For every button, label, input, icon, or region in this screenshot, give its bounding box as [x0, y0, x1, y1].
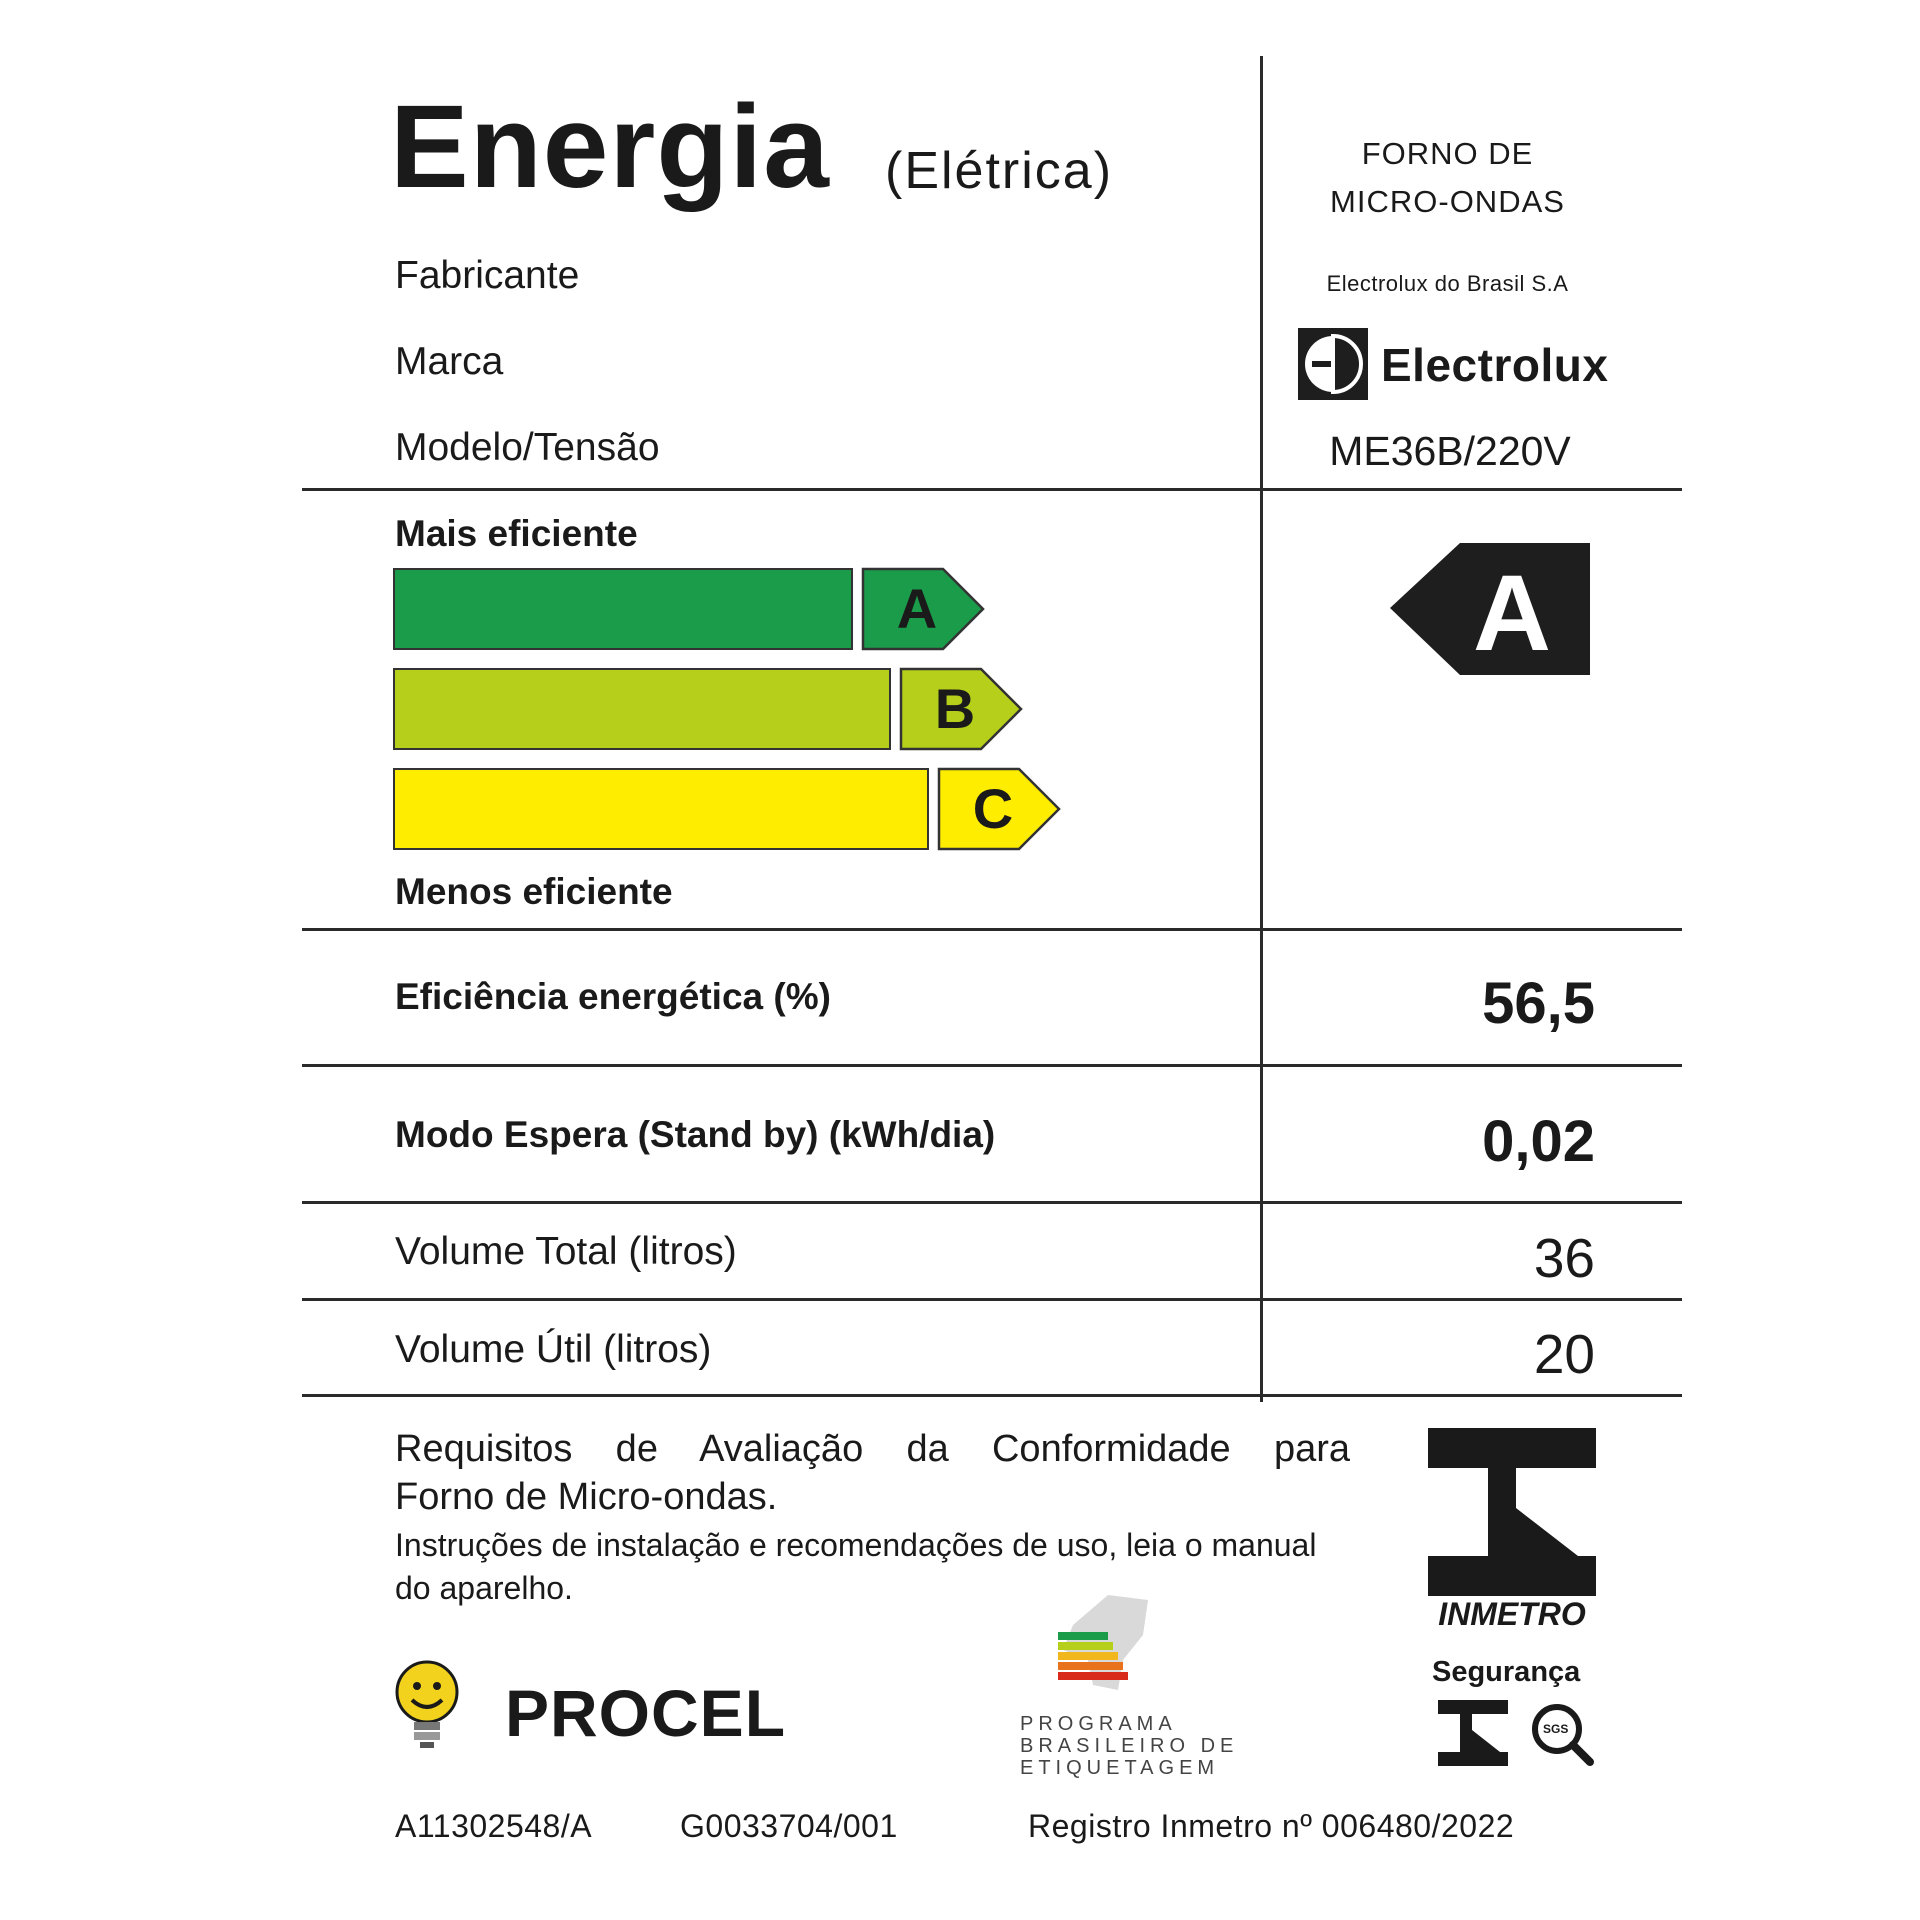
footer-code2: G0033704/001	[680, 1808, 898, 1844]
volume-util-label: Volume Útil (litros)	[395, 1328, 712, 1371]
scale-arrow-a	[861, 567, 991, 653]
scale-arrow-b	[899, 667, 1029, 753]
inmetro-logo	[1428, 1428, 1600, 1638]
standby-value: 0,02	[1482, 1109, 1595, 1174]
standby-label: Modo Espera (Stand by) (kWh/dia)	[395, 1114, 996, 1155]
sgs-logo	[1530, 1702, 1590, 1764]
divider-volume-total	[302, 1298, 1682, 1301]
procel-label: PROCEL	[505, 1676, 787, 1750]
divider-scale	[302, 928, 1682, 931]
product-type-line2: MICRO-ONDAS	[1330, 184, 1565, 219]
pbe-line1: PROGRAMA	[1020, 1713, 1177, 1735]
efficiency-value: 56,5	[1482, 971, 1595, 1036]
scale-bar-a	[393, 568, 853, 650]
scale-bottom-label: Menos eficiente	[395, 871, 673, 912]
seguranca-label: Segurança	[1432, 1656, 1581, 1688]
footer-registry: Registro Inmetro nº 006480/2022	[1028, 1808, 1515, 1844]
manufacturer-label: Fabricante	[395, 254, 580, 297]
procel-bulb-icon	[392, 1658, 462, 1750]
scale-top-label: Mais eficiente	[395, 513, 638, 554]
divider-efficiency	[302, 1064, 1682, 1067]
model-label: Modelo/Tensão	[395, 426, 660, 469]
product-type-line1: FORNO DE	[1361, 136, 1534, 171]
divider-volume-util	[302, 1394, 1682, 1397]
scale-letter-b: B	[934, 677, 976, 740]
pbe-map-icon	[1048, 1590, 1158, 1700]
model-value: ME36B/220V	[1329, 428, 1571, 474]
pbe-line3: ETIQUETAGEM	[1020, 1757, 1220, 1779]
product-type	[1265, 130, 1630, 226]
label-title: Energia	[390, 81, 830, 213]
instructions-text: Instruções de instalação e recomendações de uso, leia o manual do aparelho.	[395, 1527, 1317, 1606]
efficiency-label: Eficiência energética (%)	[395, 976, 831, 1017]
inmetro-label: INMETRO	[1438, 1596, 1586, 1632]
brand-value: Electrolux	[1381, 339, 1609, 391]
scale-arrow-c	[937, 767, 1067, 853]
footer-code1: A11302548/A	[395, 1808, 593, 1844]
inmetro-icon	[1428, 1428, 1596, 1596]
electrolux-icon	[1298, 328, 1368, 400]
volume-total-label: Volume Total (litros)	[395, 1230, 737, 1273]
inmetro-small-icon	[1438, 1700, 1508, 1766]
pbe-text	[1020, 1713, 1240, 1779]
rating-letter: A	[1473, 552, 1551, 673]
volume-util-value: 20	[1533, 1323, 1595, 1385]
requirements-line2: Forno de Micro-ondas.	[395, 1476, 778, 1518]
scale-bar-b	[393, 668, 891, 750]
rating-arrow	[1390, 540, 1600, 680]
label-subtitle: (Elétrica)	[885, 142, 1114, 200]
volume-total-value: 36	[1533, 1227, 1595, 1289]
brand-label: Marca	[395, 340, 504, 383]
scale-letter-a: A	[896, 577, 938, 640]
manufacturer-value: Electrolux do Brasil S.A	[1326, 271, 1569, 296]
requirements-line1: Requisitos de Avaliação da Conformidade para	[395, 1428, 1350, 1470]
brand-logo	[1298, 328, 1638, 400]
pbe-line2: BRASILEIRO DE	[1020, 1735, 1239, 1757]
scale-letter-c: C	[972, 777, 1014, 840]
divider-standby	[302, 1201, 1682, 1204]
divider-info	[302, 488, 1682, 491]
scale-bar-c	[393, 768, 929, 850]
sgs-label: SGS	[1543, 1722, 1569, 1736]
